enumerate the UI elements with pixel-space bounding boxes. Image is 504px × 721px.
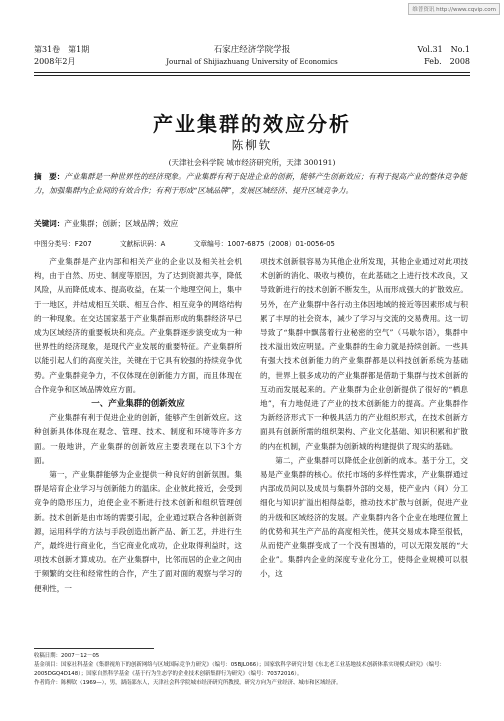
article-number: 文章编号：1007-6875（2008）01-0056-05 [193, 240, 335, 248]
body-column-right [260, 255, 468, 582]
clc-number: 中图分类号：F207 [34, 240, 92, 248]
author-affiliation: (天津社会科学院 城市经济研究所，天津 300191) [168, 158, 336, 167]
paragraph: 项技术创新很容易为其他企业所发现，其他企业通过对此项技术创新的消化、吸收与模仿，在此基础之上进行技术改良，又导致新进行的技术创新不断发生，从而形成强大的扩散效应。另外，在产业集群中各行动主体因地域的接近等因素形成与积累了丰厚的社会资本，减少了学习与交流的交易费用。这一切导致了“集群中飘荡着行业秘密的空气”（马歇尔语），集群中技术溢出效应明显。产业集群的生命力就是持续创新。一些具有强大技术创新能力的产业集群都是以科技创新系统为基础的，世界上很多成功的产业集群都是借助于集群与技术创新的互动而发展起来的。产业集群为企业创新提供了很好的“栖息地”，有力地促进了产业的技术创新能力的提高。产业集群作为新经济形式下一种极具活力的产业组织形式，在技术创新方面具有创新所需的组织架构、产业文化基础、知识积累和扩散的内在机制，产业集群为创新城的构建提供了现实的基础。 [260, 257, 468, 451]
paragraph: 产业集群有利于促进企业的创新，能够产生创新效应。这种创新具体体现在观念、管理、技术、制度和环境等许多方面。一般地讲，产业集群的创新效应主要表现在以下3个方面。 [34, 413, 242, 465]
article-title: 产业集群的效应分析 [153, 112, 351, 136]
footnote-rule [34, 648, 154, 649]
body-column-left [34, 255, 242, 596]
keywords-label: 关键词： [34, 219, 65, 228]
date-en: Feb. 2008 [424, 57, 470, 66]
paragraph: 产业集群是产业内部和相关产业的企业以及相关社会机构，由于自然、历史、制度等原因，为了达到资源共享，降低风险，从而降低成本、提高收益，在某一个地理空间上，集中于一地区，并结成相互关联、相互合作、相互竞争的网络结构的一种现象。在交达国家基于产业集群而形成的集群经济早已成为区域经济的重要板块和亮点。产业集群逐步演变成为一种世界性的经济现象，是现代产业发展的重要特征。产业集群所以能引起人们的高度关注，关键在于它具有较强的持续竞争优势。产业集群竞争力，不仅体现在创新能力方面，而且体现在合作竞争和区域品牌效应方面。 [34, 257, 242, 394]
paragraph: 第二，产业集群可以降低企业创新的成本。基于分工，交易是产业集群的核心。依托市场的多样性需求，产业集群通过内部成员间以及成员与集群外部的交易，使产业内（间）分工细化与知识扩溢出相得益彰，推动技术扩散与创新，促进产业的升级和区域经济的发展。产业集群内各个企业在地理位置上的优势和其生产产品的高度相关性，使其交易成本降至很低，从而使产业集群变成了一个没有围墙的，可以无限发展的“大企业”。集群内企业的深度专业化分工，使得企业规模可以很小，这 [260, 455, 468, 579]
section-heading: 一、产业集群的创新效应 [91, 399, 185, 410]
header-rule-thin [34, 75, 470, 76]
author-name: 陈柳钦 [231, 138, 273, 152]
journal-name-cn: 石家庄经济学院学报 [213, 45, 291, 55]
footnote [34, 652, 470, 688]
abstract [34, 170, 470, 198]
volume-issue-cn: 第31卷 第1期 [34, 45, 90, 54]
date-cn: 2008年2月 [34, 57, 76, 66]
paragraph: 第一，产业集群能够为企业提供一种良好的创新氛围。集群是培育企业学习与创新能力的温床。企业彼此接近，会受到竞争的隐形压力，迫使企业不断进行技术创新和组织管理创新。技术创新是由市场的需要引起，企业通过联合各种创新资源，运用科学的方法与手段创造出新产品、新工艺，并进行生产，最终进行商业化，当它商业化成功，企业取得利益时，这项技术创新才算成功。在产业集群中，比邻而居的企业之间由于频繁的交往和经常性的合作，产生了面对面的观察与学习的便利性，一 [34, 470, 242, 593]
fund-info: 基金项目：国家社科基金《集群视角下的创新网络与区域国际竞争力研究》（编号：05BJL066）；国家软科学研究计划《东北老工业基地技术创新体系实现模式研究》（编号：2005DGQ4D148）；国家自然科学基金《基于行为生态学的企业技术创新集群行为研究》（编号：70372016）。 [34, 662, 445, 677]
abstract-text: 产业集群是一种世界性的经济现象。产业集群有利于促进企业的创新，能够产生创新效应；有利于提高产业的整体竞争能力，加强集群内企业间的有效合作；有利于形成“区域品牌”，发展区域经济、提升区域竞争力。 [34, 172, 467, 195]
keywords-text: 产业集群；创新；区域品牌；效应 [64, 219, 179, 228]
keywords [34, 218, 470, 229]
header-right [418, 44, 470, 68]
watermark: 维普资讯 http://www.cqvip.com [408, 3, 500, 15]
document-code: 文献标识码：A [119, 240, 166, 248]
abstract-label: 摘 要： [34, 172, 65, 181]
classification-line [34, 238, 470, 248]
volume-issue-en: Vol.31 No.1 [417, 45, 470, 54]
received-date: 收稿日期：2007－12－05 [34, 653, 100, 659]
header-rule-thick [34, 72, 470, 73]
author-bio: 作者简介：陈柳钦（1969—），男，湖南邵东人，天津社会科学院城市经济研究所教授，研究方向为产业经济、城市和区域经济。 [34, 680, 342, 686]
journal-name-en: Journal of Shijiazhuang University of Economics [166, 58, 338, 66]
